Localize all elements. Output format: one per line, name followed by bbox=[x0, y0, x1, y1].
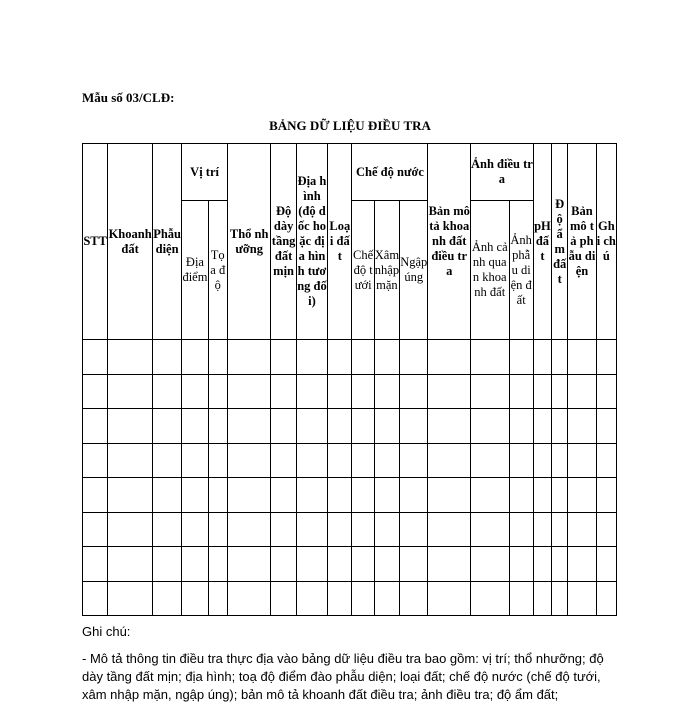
table-cell[interactable] bbox=[509, 443, 533, 478]
table-cell[interactable] bbox=[374, 478, 399, 513]
header-tho-nhuong: Thổ nhưỡng bbox=[227, 144, 271, 340]
header-toa-do: Tọa độ bbox=[208, 201, 227, 340]
table-cell[interactable] bbox=[509, 374, 533, 409]
header-ngap-ung: Ngập úng bbox=[400, 201, 428, 340]
table-cell[interactable] bbox=[208, 443, 227, 478]
table-cell[interactable] bbox=[296, 547, 327, 582]
table-cell[interactable] bbox=[271, 443, 296, 478]
table-cell[interactable] bbox=[533, 443, 551, 478]
table-cell[interactable] bbox=[152, 409, 181, 444]
table-cell[interactable] bbox=[400, 581, 428, 616]
table-cell[interactable] bbox=[208, 409, 227, 444]
table-row bbox=[83, 547, 617, 582]
table-cell[interactable] bbox=[509, 340, 533, 375]
table-cell[interactable] bbox=[182, 581, 208, 616]
table-cell[interactable] bbox=[471, 478, 510, 513]
table-cell[interactable] bbox=[108, 512, 153, 547]
table-cell[interactable] bbox=[552, 547, 568, 582]
table-cell[interactable] bbox=[83, 374, 108, 409]
header-phau-dien: Phẫu diện bbox=[152, 144, 181, 340]
table-cell[interactable] bbox=[509, 512, 533, 547]
table-cell[interactable] bbox=[352, 512, 374, 547]
table-cell[interactable] bbox=[428, 478, 471, 513]
table-cell[interactable] bbox=[352, 443, 374, 478]
table-cell[interactable] bbox=[182, 443, 208, 478]
notes-text: - Mô tả thông tin điều tra thực địa vào bảng dữ liệu điều tra bao gồm: vị trí; thổ nhưỡng; độ dày tầng đất mịn; địa hình; toạ độ điểm đào phẫu diện; loại đất; chế độ nước (chế độ tưới, xâm nhập mặn, ngập úng); bản mô tả khoanh đất điều tra; ảnh điều tra; độ ẩm đất; bbox=[82, 651, 604, 702]
table-cell[interactable] bbox=[271, 478, 296, 513]
table-cell[interactable] bbox=[400, 547, 428, 582]
table-cell[interactable] bbox=[374, 409, 399, 444]
table-cell[interactable] bbox=[271, 409, 296, 444]
table-cell[interactable] bbox=[208, 581, 227, 616]
header-ghi-chu: Ghi chú bbox=[596, 144, 616, 340]
table-cell[interactable] bbox=[552, 478, 568, 513]
header-anh-canh-quan: Ảnh cảnh quan khoanh đất bbox=[471, 201, 510, 340]
table-cell[interactable] bbox=[374, 581, 399, 616]
table-cell[interactable] bbox=[296, 340, 327, 375]
table-cell[interactable] bbox=[400, 512, 428, 547]
table-cell[interactable] bbox=[352, 581, 374, 616]
table-cell[interactable] bbox=[152, 340, 181, 375]
header-anh-dieu-tra: Ảnh điều tra bbox=[471, 144, 534, 201]
table-cell[interactable] bbox=[552, 409, 568, 444]
table-cell[interactable] bbox=[152, 512, 181, 547]
table-cell[interactable] bbox=[533, 478, 551, 513]
table-cell[interactable] bbox=[83, 547, 108, 582]
table-cell[interactable] bbox=[227, 547, 271, 582]
table-cell[interactable] bbox=[552, 340, 568, 375]
table-cell[interactable] bbox=[509, 547, 533, 582]
table-cell[interactable] bbox=[428, 581, 471, 616]
table-cell[interactable] bbox=[182, 409, 208, 444]
header-ph-dat: pH đất bbox=[533, 144, 551, 340]
survey-data-table bbox=[82, 143, 617, 616]
table-cell[interactable] bbox=[428, 443, 471, 478]
table-cell[interactable] bbox=[208, 478, 227, 513]
table-cell[interactable] bbox=[400, 409, 428, 444]
table-cell[interactable] bbox=[400, 374, 428, 409]
table-cell[interactable] bbox=[533, 409, 551, 444]
table-cell[interactable] bbox=[227, 340, 271, 375]
table-cell[interactable] bbox=[296, 409, 327, 444]
table-cell[interactable] bbox=[552, 512, 568, 547]
table-cell[interactable] bbox=[596, 581, 616, 616]
table-cell[interactable] bbox=[296, 374, 327, 409]
notes-label: Ghi chú: bbox=[82, 624, 131, 639]
table-cell[interactable] bbox=[83, 581, 108, 616]
table-cell[interactable] bbox=[208, 512, 227, 547]
table-cell[interactable] bbox=[182, 512, 208, 547]
table-cell[interactable] bbox=[568, 340, 596, 375]
table-cell[interactable] bbox=[568, 478, 596, 513]
header-dia-hinh: Địa hình (độ dốc hoặc địa hình tương đối) bbox=[296, 144, 327, 340]
table-cell[interactable] bbox=[568, 374, 596, 409]
table-cell[interactable] bbox=[471, 340, 510, 375]
table-cell[interactable] bbox=[533, 512, 551, 547]
table-cell[interactable] bbox=[108, 443, 153, 478]
table-cell[interactable] bbox=[400, 340, 428, 375]
table-cell[interactable] bbox=[83, 409, 108, 444]
table-cell[interactable] bbox=[352, 547, 374, 582]
table-row bbox=[83, 478, 617, 513]
table-cell[interactable] bbox=[83, 443, 108, 478]
table-cell[interactable] bbox=[328, 547, 352, 582]
table-cell[interactable] bbox=[471, 443, 510, 478]
header-ban-mo-ta-phau-dien: Bản mô tả phẫu diện bbox=[568, 144, 596, 340]
table-cell[interactable] bbox=[428, 512, 471, 547]
header-dia-diem: Địa điểm bbox=[182, 201, 208, 340]
table-cell[interactable] bbox=[108, 478, 153, 513]
table-cell[interactable] bbox=[152, 374, 181, 409]
header-khoanh-dat: Khoanh đất bbox=[108, 144, 153, 340]
table-cell[interactable] bbox=[271, 512, 296, 547]
table-cell[interactable] bbox=[471, 581, 510, 616]
table-cell[interactable] bbox=[596, 443, 616, 478]
table-cell[interactable] bbox=[208, 374, 227, 409]
form-code: Mẫu số 03/CLĐ: bbox=[82, 90, 175, 105]
table-cell[interactable] bbox=[227, 478, 271, 513]
table-cell[interactable] bbox=[227, 374, 271, 409]
table-cell[interactable] bbox=[533, 374, 551, 409]
table-cell[interactable] bbox=[428, 374, 471, 409]
table-cell[interactable] bbox=[328, 340, 352, 375]
table-cell[interactable] bbox=[182, 374, 208, 409]
header-do-day-tang-dat: Độ dày tầng đất mịn bbox=[271, 144, 296, 340]
table-cell[interactable] bbox=[296, 512, 327, 547]
table-cell[interactable] bbox=[182, 547, 208, 582]
table-cell[interactable] bbox=[271, 340, 296, 375]
table-cell[interactable] bbox=[328, 409, 352, 444]
header-loai-dat: Loại đất bbox=[328, 144, 352, 340]
table-cell[interactable] bbox=[374, 443, 399, 478]
table-cell[interactable] bbox=[400, 478, 428, 513]
table-row bbox=[83, 340, 617, 375]
table-cell[interactable] bbox=[296, 478, 327, 513]
table-cell[interactable] bbox=[152, 478, 181, 513]
table-row bbox=[83, 374, 617, 409]
table-cell[interactable] bbox=[271, 547, 296, 582]
table-cell[interactable] bbox=[509, 478, 533, 513]
table-cell[interactable] bbox=[428, 409, 471, 444]
table-cell[interactable] bbox=[509, 409, 533, 444]
table-cell[interactable] bbox=[471, 547, 510, 582]
table-cell[interactable] bbox=[552, 374, 568, 409]
table-cell[interactable] bbox=[152, 443, 181, 478]
table-cell[interactable] bbox=[374, 374, 399, 409]
table-cell[interactable] bbox=[296, 581, 327, 616]
header-stt: STT bbox=[83, 144, 108, 340]
table-cell[interactable] bbox=[428, 340, 471, 375]
table-cell[interactable] bbox=[374, 547, 399, 582]
header-che-do-tuoi: Chế độ tưới bbox=[352, 201, 374, 340]
table-cell[interactable] bbox=[328, 478, 352, 513]
table-cell[interactable] bbox=[108, 581, 153, 616]
table-cell[interactable] bbox=[328, 374, 352, 409]
table-cell[interactable] bbox=[108, 340, 153, 375]
table-cell[interactable] bbox=[328, 443, 352, 478]
table-cell[interactable] bbox=[552, 581, 568, 616]
table-cell[interactable] bbox=[182, 478, 208, 513]
table-cell[interactable] bbox=[352, 340, 374, 375]
table-row bbox=[83, 443, 617, 478]
table-cell[interactable] bbox=[533, 547, 551, 582]
table-cell[interactable] bbox=[152, 547, 181, 582]
table-cell[interactable] bbox=[596, 374, 616, 409]
table-cell[interactable] bbox=[568, 581, 596, 616]
table-cell[interactable] bbox=[471, 409, 510, 444]
table-cell[interactable] bbox=[227, 512, 271, 547]
table-cell[interactable] bbox=[271, 581, 296, 616]
header-ban-mo-ta-khoanh-dat: Bản mô tả khoanh đất điều tra bbox=[428, 144, 471, 340]
table-cell[interactable] bbox=[568, 409, 596, 444]
table-cell[interactable] bbox=[533, 340, 551, 375]
table-cell[interactable] bbox=[227, 581, 271, 616]
table-cell[interactable] bbox=[596, 409, 616, 444]
table-cell[interactable] bbox=[471, 374, 510, 409]
table-cell[interactable] bbox=[533, 581, 551, 616]
table-cell[interactable] bbox=[428, 547, 471, 582]
table-cell[interactable] bbox=[328, 581, 352, 616]
table-cell[interactable] bbox=[374, 512, 399, 547]
table-cell[interactable] bbox=[352, 409, 374, 444]
table-cell[interactable] bbox=[596, 478, 616, 513]
table-cell[interactable] bbox=[271, 374, 296, 409]
table-cell[interactable] bbox=[208, 340, 227, 375]
table-cell[interactable] bbox=[352, 478, 374, 513]
table-cell[interactable] bbox=[596, 512, 616, 547]
table-cell[interactable] bbox=[296, 443, 327, 478]
table-cell[interactable] bbox=[568, 547, 596, 582]
table-cell[interactable] bbox=[108, 547, 153, 582]
table-cell[interactable] bbox=[352, 374, 374, 409]
table-body bbox=[83, 340, 617, 616]
table-cell[interactable] bbox=[568, 512, 596, 547]
header-xam-nhap-man: Xâm nhập mặn bbox=[374, 201, 399, 340]
table-cell[interactable] bbox=[83, 512, 108, 547]
table-cell[interactable] bbox=[108, 374, 153, 409]
table-cell[interactable] bbox=[108, 409, 153, 444]
table-row bbox=[83, 512, 617, 547]
table-cell[interactable] bbox=[509, 581, 533, 616]
table-cell[interactable] bbox=[83, 478, 108, 513]
header-do-am-dat: Độ ẩm đất bbox=[552, 144, 568, 340]
table-cell[interactable] bbox=[596, 340, 616, 375]
table-row bbox=[83, 581, 617, 616]
table-cell[interactable] bbox=[374, 340, 399, 375]
table-cell[interactable] bbox=[182, 340, 208, 375]
table-cell[interactable] bbox=[208, 547, 227, 582]
table-cell[interactable] bbox=[227, 443, 271, 478]
document-title: BẢNG DỮ LIỆU ĐIỀU TRA bbox=[269, 118, 431, 133]
header-vi-tri: Vị trí bbox=[182, 144, 228, 201]
table-row bbox=[83, 409, 617, 444]
table-cell[interactable] bbox=[568, 443, 596, 478]
table-cell[interactable] bbox=[471, 512, 510, 547]
table-cell[interactable] bbox=[152, 581, 181, 616]
table-cell[interactable] bbox=[328, 512, 352, 547]
table-cell[interactable] bbox=[552, 443, 568, 478]
table-cell[interactable] bbox=[400, 443, 428, 478]
table-cell[interactable] bbox=[83, 340, 108, 375]
header-anh-phau-dien: Ảnh phẫu diện đất bbox=[509, 201, 533, 340]
header-che-do-nuoc: Chế độ nước bbox=[352, 144, 428, 201]
table-cell[interactable] bbox=[227, 409, 271, 444]
table-cell[interactable] bbox=[596, 547, 616, 582]
